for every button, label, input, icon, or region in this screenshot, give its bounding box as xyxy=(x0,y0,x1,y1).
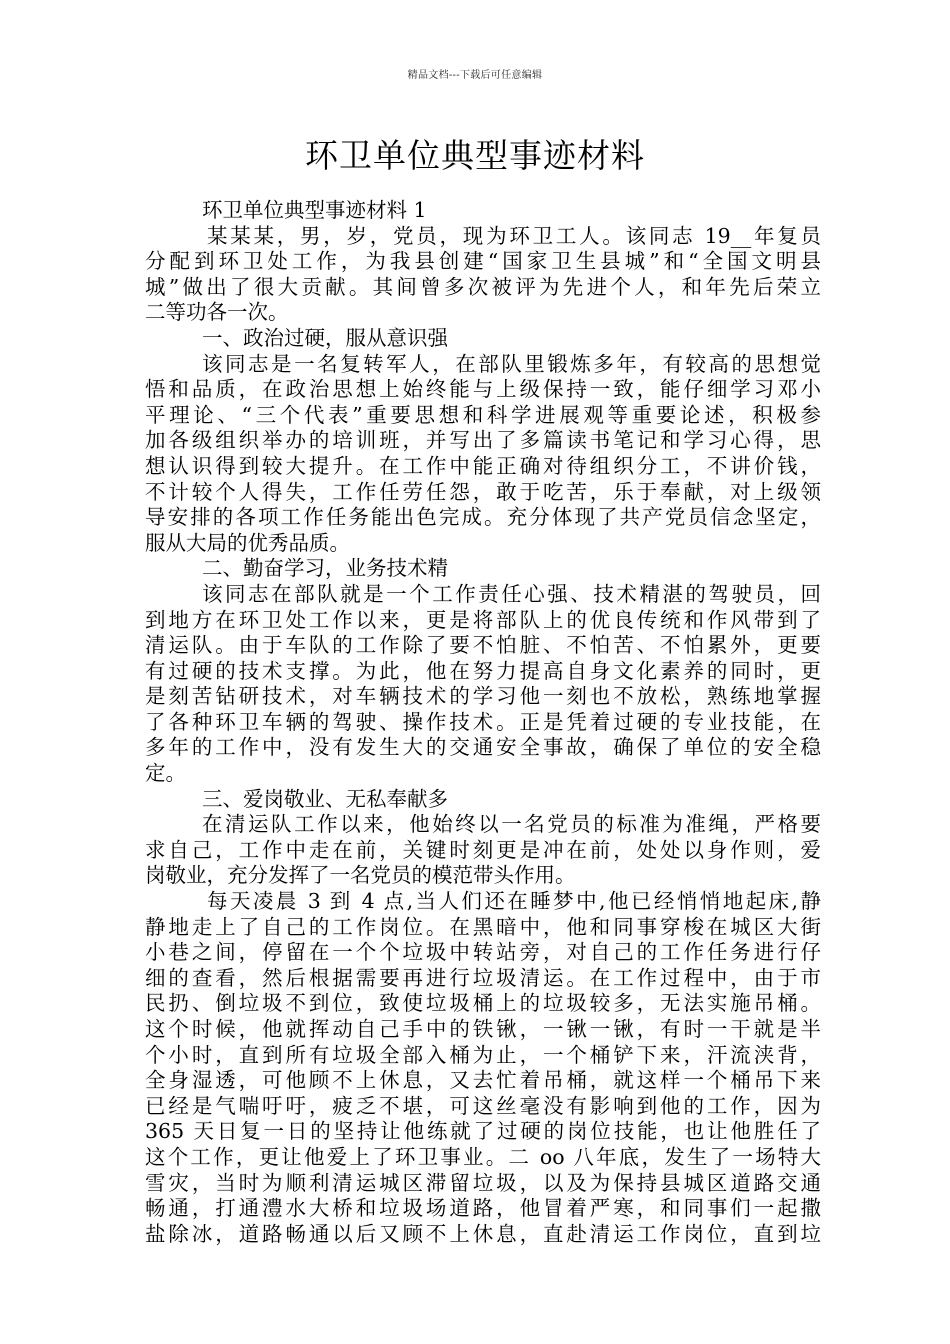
text-line: 导安排的各项工作任务能出色完成。充分体现了共产党员信念坚定， xyxy=(145,505,821,530)
document-title: 环卫单位典型事迹材料 xyxy=(305,136,645,175)
text-line: 分配到环卫处工作，为我县创建“国家卫生县城”和“全国文明县 xyxy=(145,249,821,274)
text-line: 每天凌晨 3 到 4 点,当人们还在睡梦中,他已经悄悄地起床,静 xyxy=(207,889,821,914)
text-line: 小巷之间，停留在一个个垃圾中转站旁，对自己的工作任务进行仔 xyxy=(145,940,821,965)
text-line: 该同志在部队就是一个工作责任心强、技术精湛的驾驶员，回 xyxy=(202,581,821,606)
text-line: 该同志是一名复转军人，在部队里锻炼多年，有较高的思想觉 xyxy=(202,351,821,376)
text-line: 畅通，打通澧水大桥和垃圾场道路，他冒着严寒，和同事们一起撒 xyxy=(145,1196,821,1221)
text-line: 民扔、倒垃圾不到位，致使垃圾桶上的垃圾较多，无法实施吊桶。 xyxy=(145,991,821,1016)
text-line: 到地方在环卫处工作以来，更是将部队上的优良传统和作风带到了 xyxy=(145,607,821,632)
text-line: 这个时候，他就挥动自己手中的铁锹，一锹一锹，有时一干就是半 xyxy=(145,1017,821,1041)
text-line: 城”做出了很大贡献。其间曾多次被评为先进个人，和年先后荣立 xyxy=(145,274,821,299)
text-line: 定。 xyxy=(145,761,186,786)
text-line: 有过硬的技术支撑。为此，他在努力提高自身文化素养的同时，更 xyxy=(145,658,821,683)
text-line: 不计较个人得失，工作任劳任怨，敢于吃苦，乐于奉献，对上级领 xyxy=(145,479,821,504)
text-line: 一、政治过硬，服从意识强 xyxy=(202,325,448,350)
text-line: 平理论、“三个代表”重要思想和科学进展观等重要论述，积极参 xyxy=(145,402,821,427)
text-line: 三、爱岗敬业、无私奉献多 xyxy=(202,786,448,811)
text-line: 服从大局的优秀品质。 xyxy=(145,530,350,555)
text-line: 细的查看，然后根据需要再进行垃圾清运。在工作过程中，由于市 xyxy=(145,965,821,990)
text-line: 清运队。由于车队的工作除了要不怕脏、不怕苦、不怕累外，更要 xyxy=(145,633,821,658)
text-line: 求自己，工作中走在前，关键时刻更是冲在前，处处以身作则，爱 xyxy=(145,837,821,862)
text-line: 全身湿透，可他顾不上休息，又去忙着吊桶，就这样一个桶吊下来 xyxy=(145,1068,821,1093)
text-line: 了各种环卫车辆的驾驶、操作技术。正是凭着过硬的专业技能，在 xyxy=(145,709,821,734)
text-line: 雪灾，当时为顺利清运城区滞留垃圾，以及为保持县城区道路交通 xyxy=(145,1170,821,1195)
text-line: 静地走上了自己的工作岗位。在黑暗中，他和同事穿梭在城区大街 xyxy=(145,914,821,939)
text-line: 岗敬业，充分发挥了一名党员的模范带头作用。 xyxy=(145,863,576,888)
page-header-note: 精品文档---下载后可任意编辑 xyxy=(407,70,543,81)
text-line: 是刻苦钻研技术，对车辆技术的学习他一刻也不放松，熟练地掌握 xyxy=(145,684,821,709)
text-line: 这个工作，更让他爱上了环卫事业。二 oo 八年底，发生了一场特大 xyxy=(145,1144,821,1169)
text-line: 个小时，直到所有垃圾全部入桶为止，一个桶铲下来，汗流浃背， xyxy=(145,1042,821,1067)
text-line: 在清运队工作以来，他始终以一名党员的标准为准绳，严格要 xyxy=(202,812,821,837)
text-line: 已经是气喘吁吁，疲乏不堪，可这丝毫没有影响到他的工作，因为 xyxy=(145,1093,821,1118)
text-line: 悟和品质，在政治思想上始终能与上级保持一致，能仔细学习邓小 xyxy=(145,377,821,402)
text-line: 多年的工作中，没有发生大的交通安全事故，确保了单位的安全稳 xyxy=(145,735,821,760)
text-line: 想认识得到较大提升。在工作中能正确对待组织分工，不讲价钱， xyxy=(145,453,821,478)
text-line: 二、勤奋学习，业务技术精 xyxy=(202,556,448,581)
text-line: 某某某，男，岁，党员，现为环卫工人。该同志 19__年复员 xyxy=(207,223,821,248)
text-line: 365 天日复一日的坚持让他练就了过硬的岗位技能，也让他胜任了 xyxy=(145,1119,821,1144)
text-line: 盐除冰，道路畅通以后又顾不上休息，直赴清运工作岗位，直到垃 xyxy=(145,1221,821,1246)
document-body xyxy=(145,198,821,1247)
text-line: 二等功各一次。 xyxy=(145,300,289,325)
text-line: 环卫单位典型事迹材料 1 xyxy=(202,198,427,222)
text-line: 加各级组织举办的培训班，并写出了多篇读书笔记和学习心得，思 xyxy=(145,428,821,453)
